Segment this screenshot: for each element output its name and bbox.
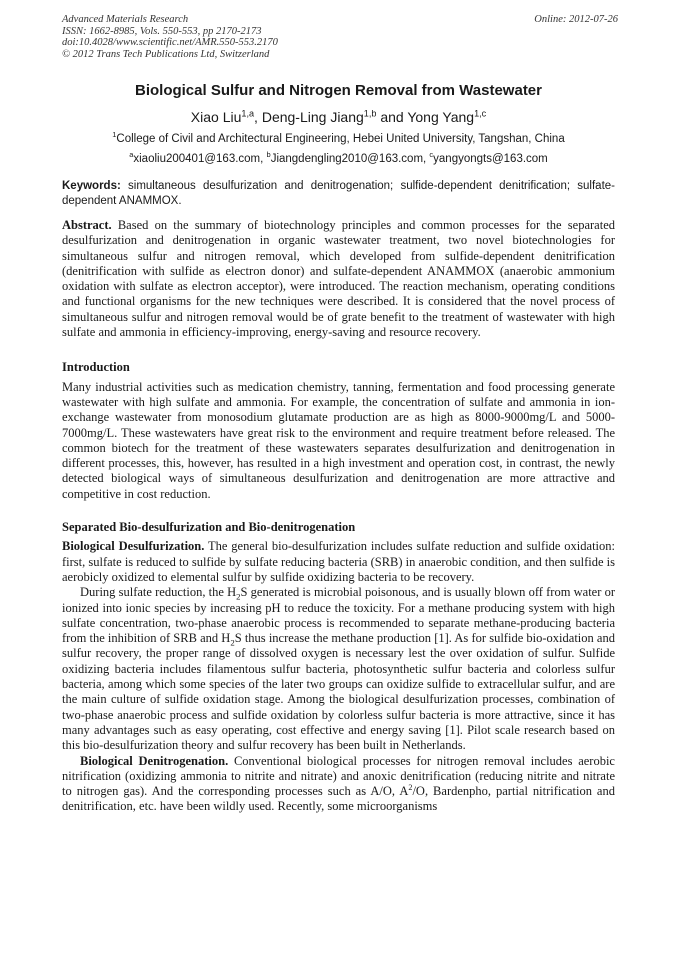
author-name: Yong Yang [407, 109, 475, 125]
email-address: xiaoliu200401@163.com, [133, 153, 267, 165]
email-mark: b [266, 150, 271, 160]
keywords-label: Keywords: [62, 180, 121, 192]
keywords [62, 179, 615, 209]
superscript: 2 [408, 782, 413, 792]
author-affil-mark: 1,a [241, 108, 255, 119]
abstract-label: Abstract. [62, 218, 112, 232]
online-date: Online: 2012-07-26 [534, 14, 618, 25]
desulfurization-label: Biological Desulfurization. [62, 539, 205, 554]
email-address: yangyongts@163.com [433, 153, 548, 165]
email-mark: a [129, 150, 134, 160]
denitrogenation-paragraph [62, 754, 615, 815]
keywords-text: simultaneous desulfurization and denitrogenation; sulfide-dependent denitrification; sulfate-dependent ANAMMOX. [62, 180, 615, 207]
sulfate-reduction-paragraph [62, 585, 615, 753]
affiliation [62, 132, 615, 147]
author-name: Xiao Liu [190, 109, 242, 125]
paragraph-text: /O, Bardenpho, partial nitrification and denitrification, etc. have been wildly used. Recently, some microorganisms [62, 784, 615, 814]
subscript: 2 [230, 637, 235, 648]
abstract-text: Based on the summary of biotechnology principles and common processes for the separated desulfurization and denitrogenation in organic wastewater treatment, two novel biotechnologies for simultaneous sulfur and nitrogen removal, which developed from sulfide-dependent denitrification (denitrification with sulfide as electron donor) and sulfate-dependent ANAMMOX (anaerobic ammonium oxidation with sulfate as electron acceptor), were introduced. The reaction mechanism, operating conditions and functional organisms for the new techniques were described. It is considered that the novel process of simultaneous sulfur and nitrogen removal would be of grate benefit to the treatment of wastewater with high sulfate and ammonia in efficiency-improving, energy-saving and resource recovery. [62, 218, 615, 340]
email-address: Jiangdengling2010@163.com, [270, 153, 430, 165]
author-affil-mark: 1,c [474, 108, 487, 119]
desulfurization-paragraph [62, 539, 615, 585]
paragraph-text: S thus increase the methane production [1]. As for sulfide bio-oxidation and sulfur recovery, the proper range of dissolved oxygen is necessary lest the over oxidation of sulfur. Sulfide oxidizing bacteria includes filamentous sulfur bacteria, photosynthetic sulfur bacteria and colorless sulfur bacteria, among which some species of the later two groups can oxidize sulfide to extracellular sulfur, and are the main culture of sulfide oxidation stage. Among the biological desulfurization processes, combination of two-phase anaerobic process and sulfide oxidation by colorless sulfur bacteria is more attractive, since it has many advantages such as easy operating, cost effective and energy saving [1]. Pilot scale research based on this bio-desulfurization theory and sulfur recovery has been built in Netherlands. [62, 631, 615, 753]
author-separator: , [254, 109, 262, 125]
author-emails [62, 152, 615, 167]
author-affil-mark: 1,b [363, 108, 377, 119]
paragraph-text: During sulfate reduction, the H [80, 585, 237, 600]
paragraph-text: S generated is microbial poisonous, and is usually blown off from water or ionized into ionic species by increasing pH to reduce the toxicity. For a methane producing system with high sulfate concentration, two-phase anaerobic process is recommended to separate methane-producing bacteria from the inhibition of SRB and H [62, 585, 615, 646]
journal-issn: ISSN: 1662-8985, Vols. 550-553, pp 2170-2173 [62, 25, 262, 37]
author-separator: and [376, 109, 408, 125]
section-heading-separated: Separated Bio-desulfurization and Bio-denitrogenation [62, 520, 356, 535]
journal-copyright: © 2012 Trans Tech Publications Ltd, Switzerland [62, 48, 270, 60]
paper-content [62, 82, 615, 815]
affiliation-mark: 1 [112, 130, 117, 140]
email-mark: c [429, 150, 434, 160]
journal-doi: doi:10.4028/www.scientific.net/AMR.550-553.2170 [62, 37, 278, 48]
section-heading-introduction: Introduction [62, 360, 130, 375]
author-list [62, 108, 615, 126]
introduction-paragraph: Many industrial activities such as medication chemistry, tanning, fermentation and food processing generate wastewater with high sulfate and ammonia. For example, the concentration of sulfate and ammonia in ion-exchange wastewater from monosodium glutamate production are as high as 8000-9000mg/L and 5000-7000mg/L. These wastewaters have great risk to the environment and require treatment before released. The common biotech for the treatment of these wastewaters separates desulfurization and denitrogenation in different processes, this, however, has resulted in a high investment and operation cost, in contrast, the newly detected biological ways of simultaneous desulfurization and denitrogenation are more attractive and competitive in cost reduction. [62, 379, 615, 501]
paragraph-text: Conventional biological processes for nitrogen removal includes aerobic nitrification (oxidizing ammonia to nitrite and nitrate) and anoxic denitrification (reducing nitrite and nitrate to nitrogen gas). And the corresponding processes such as A/O, A [62, 753, 615, 799]
abstract [62, 218, 615, 340]
journal-name: Advanced Materials Research [62, 14, 189, 25]
affiliation-text: College of Civil and Architectural Engineering, Hebei United University, Tangshan, China [116, 133, 565, 145]
author-name: Deng-Ling Jiang [261, 109, 364, 125]
paper-title: Biological Sulfur and Nitrogen Removal from Wastewater [134, 82, 542, 99]
denitrogenation-label: Biological Denitrogenation. [80, 753, 229, 768]
journal-header [62, 14, 618, 60]
desulfurization-text: The general bio-desulfurization includes sulfate reduction and sulfide oxidation: first, sulfate is reduced to sulfide by sulfate reducing bacteria (SRB) in anaerobic condition, and then sulfide is aerobicly oxidized to elemental sulfur by sulfide oxidizing bacteria to be recovery. [62, 539, 615, 584]
subscript: 2 [236, 591, 241, 602]
